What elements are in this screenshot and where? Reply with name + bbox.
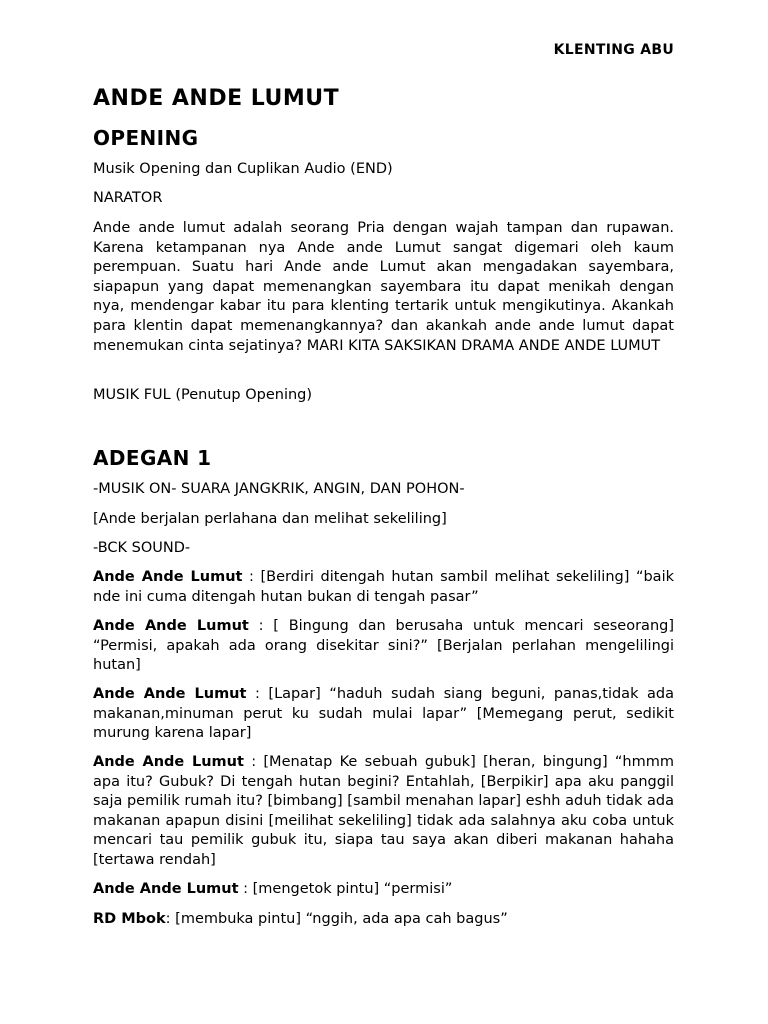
speaker-name: Ande Ande Lumut xyxy=(93,686,247,702)
opening-music-end: MUSIK FUL (Penutup Opening) xyxy=(93,387,313,403)
dialogue-text: : [Berdiri ditengah hutan sambil melihat sekeliling] “baik nde ini cuma ditengah hutan bukan di tengah pasar” xyxy=(93,569,674,605)
dialogue-line xyxy=(93,568,674,607)
stage-direction: [Ande berjalan perlahana dan melihat sekeliling] xyxy=(93,511,447,527)
dialogue-text: : [mengetok pintu] “permisi” xyxy=(238,881,453,897)
dialogue-text: : [membuka pintu] “nggih, ada apa cah bagus” xyxy=(165,911,508,927)
dialogue-line xyxy=(93,617,674,676)
opening-music-cue: Musik Opening dan Cuplikan Audio (END) xyxy=(93,161,393,177)
dialogue-line xyxy=(93,880,674,900)
speaker-name: Ande Ande Lumut xyxy=(93,618,249,634)
section-heading-opening: OPENING xyxy=(93,126,199,150)
speaker-name: Ande Ande Lumut xyxy=(93,881,239,897)
dialogue-text: : [ Bingung dan berusaha untuk mencari seseorang] “Permisi, apakah ada orang disekitar sini?” [Berjalan perlahan mengelilingi hutan] xyxy=(93,618,674,674)
sound-cue: -MUSIK ON- SUARA JANGKRIK, ANGIN, DAN POHON- xyxy=(93,481,465,497)
page-header-right: KLENTING ABU xyxy=(553,42,674,58)
dialogue-line xyxy=(93,753,674,871)
background-sound-cue: -BCK SOUND- xyxy=(93,540,191,556)
dialogue-line xyxy=(93,685,674,744)
document-title: ANDE ANDE LUMUT xyxy=(93,86,340,111)
narator-label: NARATOR xyxy=(93,190,163,206)
speaker-name: Ande Ande Lumut xyxy=(93,569,243,585)
speaker-name: Ande Ande Lumut xyxy=(93,754,244,770)
speaker-name: RD Mbok xyxy=(93,911,166,927)
dialogue-text: : [Menatap Ke sebuah gubuk] [heran, bingung] “hmmm apa itu? Gubuk? Di tengah hutan begini? Entahlah, [Berpikir] apa aku panggil saja pemilik rumah itu? [bimbang] [sambil menahan lapar] eshh aduh tidak ada makanan apapun disini [meilihat sekeliling] tidak ada salahnya aku coba untuk mencari tau pemilik gubuk itu, siapa tau saya akan diberi makanan hahaha [tertawa rendah] xyxy=(93,754,674,868)
section-heading-adegan-1: ADEGAN 1 xyxy=(93,446,212,470)
dialogue-line xyxy=(93,910,674,930)
narration-paragraph: Ande ande lumut adalah seorang Pria dengan wajah tampan dan rupawan. Karena ketampanan nya Ande ande Lumut sangat digemari oleh kaum perempuan. Suatu hari Ande ande Lumut akan mengadakan sayembara, siapapun yang dapat memenangkan sayembara itu dapat menikah dengan nya, mendengar kabar itu para klenting tertarik untuk mengikutinya. Akankah para klentin dapat memenangkannya? dan akankah ande ande lumut dapat menemukan cinta sejatinya? MARI KITA SAKSIKAN DRAMA ANDE ANDE LUMUT xyxy=(93,220,674,354)
dialogue-text: : [Lapar] “haduh sudah siang beguni, panas,tidak ada makanan,minuman perut ku sudah mulai lapar” [Memegang perut, sedikit murung karena lapar] xyxy=(93,686,674,742)
